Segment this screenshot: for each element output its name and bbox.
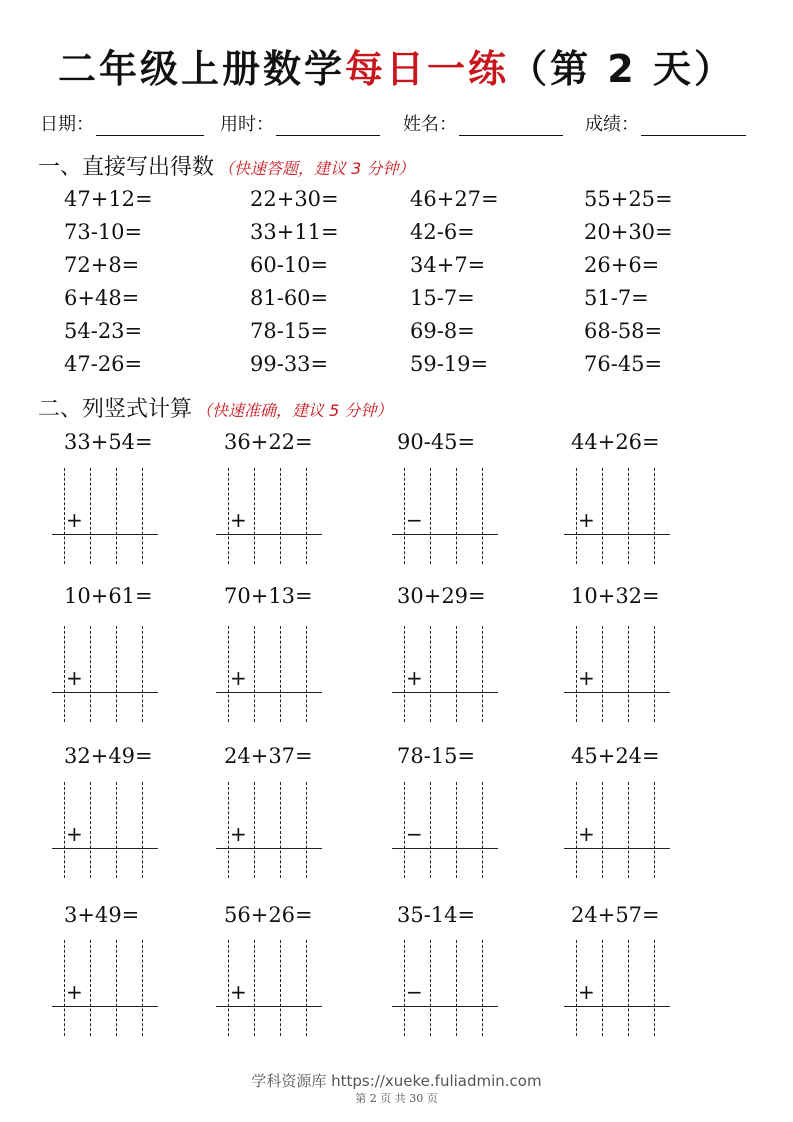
digit-column-guide [64,940,65,1036]
footer-page-number: 第 2 页 共 30 页 [355,1092,438,1105]
result-line [564,534,670,535]
digit-column-guide [654,468,655,564]
digit-column-guide [254,626,255,722]
name-label: 姓名： [403,114,457,135]
result-line [392,1006,498,1007]
vertical-calc-grid[interactable] [52,940,158,1036]
digit-column-guide [64,782,65,878]
digit-column-guide [116,782,117,878]
vertical-calc-grid[interactable] [392,940,498,1036]
operator-sign: + [230,980,247,1004]
digit-column-guide [142,782,143,878]
vertical-problem: 44+26= [571,430,660,454]
result-line [216,692,322,693]
digit-column-guide [306,468,307,564]
operator-sign: + [230,822,247,846]
oral-problem: 76-45= [584,352,663,376]
oral-problem: 15-7= [410,286,475,310]
digit-column-guide [116,468,117,564]
digit-column-guide [90,782,91,878]
digit-column-guide [430,940,431,1036]
vertical-calc-grid[interactable] [216,468,322,564]
result-line [392,534,498,535]
oral-problem: 22+30= [250,187,339,211]
operator-sign: + [66,980,83,1004]
section-1-title: 一、直接写出得数 [38,155,215,180]
date-blank[interactable] [96,115,204,136]
oral-problem: 20+30= [584,220,673,244]
score-blank[interactable] [641,115,746,136]
digit-column-guide [228,782,229,878]
operator-sign: + [230,508,247,532]
digit-column-guide [482,782,483,878]
vertical-problem: 24+57= [571,903,660,927]
oral-problem: 68-58= [584,319,663,343]
operator-sign: + [578,822,595,846]
operator-sign: + [230,666,247,690]
page-title [0,44,793,94]
digit-column-guide [654,782,655,878]
digit-column-guide [404,626,405,722]
oral-problem: 46+27= [410,187,499,211]
oral-problem: 69-8= [410,319,475,343]
result-line [392,848,498,849]
time-blank[interactable] [276,115,380,136]
result-line [52,692,158,693]
digit-column-guide [280,626,281,722]
digit-column-guide [306,626,307,722]
oral-problem: 26+6= [584,253,660,277]
digit-column-guide [576,468,577,564]
digit-column-guide [64,468,65,564]
vertical-calc-grid[interactable] [52,782,158,878]
vertical-problem: 45+24= [571,744,660,768]
digit-column-guide [456,940,457,1036]
vertical-problem: 3+49= [64,903,140,927]
digit-column-guide [602,626,603,722]
result-line [564,848,670,849]
oral-problem: 33+11= [250,220,339,244]
digit-column-guide [142,940,143,1036]
vertical-calc-grid[interactable] [564,940,670,1036]
vertical-calc-grid[interactable] [564,626,670,722]
digit-column-guide [654,940,655,1036]
vertical-problem: 30+29= [397,584,486,608]
oral-problem: 47+12= [64,187,153,211]
digit-column-guide [602,782,603,878]
result-line [52,534,158,535]
digit-column-guide [254,782,255,878]
digit-column-guide [228,940,229,1036]
digit-column-guide [254,940,255,1036]
result-line [392,692,498,693]
time-field[interactable] [220,110,380,136]
digit-column-guide [306,940,307,1036]
result-line [216,1006,322,1007]
oral-problem: 6+48= [64,286,140,310]
digit-column-guide [280,782,281,878]
digit-column-guide [482,468,483,564]
digit-column-guide [90,626,91,722]
oral-problem: 78-15= [250,319,329,343]
section-2-heading [38,392,392,423]
oral-problem: 54-23= [64,319,143,343]
operator-sign: + [66,666,83,690]
operator-sign: + [578,508,595,532]
vertical-problem: 10+61= [64,584,153,608]
digit-column-guide [430,782,431,878]
digit-column-guide [64,626,65,722]
section-2-title: 二、列竖式计算 [38,397,193,422]
digit-column-guide [654,626,655,722]
digit-column-guide [628,468,629,564]
oral-problem: 51-7= [584,286,649,310]
operator-sign: + [406,666,423,690]
digit-column-guide [306,782,307,878]
result-line [216,534,322,535]
vertical-calc-grid[interactable] [216,940,322,1036]
digit-column-guide [456,626,457,722]
digit-column-guide [430,468,431,564]
date-label: 日期： [40,114,94,135]
vertical-problem: 36+22= [224,430,313,454]
footer-site: 学科资源库 https://xueke.fuliadmin.com [251,1072,542,1090]
digit-column-guide [456,782,457,878]
digit-column-guide [280,940,281,1036]
operator-sign: − [406,822,423,846]
digit-column-guide [228,468,229,564]
vertical-calc-grid[interactable] [216,782,322,878]
vertical-problem: 90-45= [397,430,476,454]
vertical-calc-grid[interactable] [52,468,158,564]
digit-column-guide [404,468,405,564]
vertical-calc-grid[interactable] [52,626,158,722]
operator-sign: − [406,980,423,1004]
operator-sign: + [66,508,83,532]
vertical-calc-grid[interactable] [564,782,670,878]
oral-problem: 34+7= [410,253,486,277]
vertical-problem: 10+32= [571,584,660,608]
oral-problem: 72+8= [64,253,140,277]
digit-column-guide [628,782,629,878]
vertical-problem: 32+49= [64,744,153,768]
name-field[interactable] [403,110,563,136]
operator-sign: + [578,980,595,1004]
name-blank[interactable] [459,115,563,136]
digit-column-guide [116,626,117,722]
vertical-calc-grid[interactable] [216,626,322,722]
title-daily-practice: 每日一练 [345,47,510,91]
vertical-problem: 70+13= [224,584,313,608]
digit-column-guide [116,940,117,1036]
digit-column-guide [602,940,603,1036]
digit-column-guide [142,626,143,722]
digit-column-guide [142,468,143,564]
digit-column-guide [482,626,483,722]
score-label: 成绩： [585,114,639,135]
section-1-hint: （快速答题，建议 3 分钟） [218,159,415,178]
oral-problem: 42-6= [410,220,475,244]
digit-column-guide [90,940,91,1036]
result-line [52,1006,158,1007]
result-line [564,692,670,693]
vertical-problem: 78-15= [397,744,476,768]
digit-column-guide [576,782,577,878]
digit-column-guide [576,940,577,1036]
section-1-heading [38,150,414,181]
oral-problem: 47-26= [64,352,143,376]
time-label: 用时： [220,114,274,135]
digit-column-guide [576,626,577,722]
title-grade: 二年级上册数学 [58,47,346,91]
digit-column-guide [628,940,629,1036]
operator-sign: + [578,666,595,690]
oral-problem: 60-10= [250,253,329,277]
title-day: （第 2 天） [509,47,735,91]
oral-problem: 81-60= [250,286,329,310]
score-field[interactable] [585,110,746,136]
oral-problem: 55+25= [584,187,673,211]
vertical-problem: 33+54= [64,430,153,454]
operator-sign: + [66,822,83,846]
oral-problem: 59-19= [410,352,489,376]
digit-column-guide [404,782,405,878]
digit-column-guide [482,940,483,1036]
digit-column-guide [228,626,229,722]
digit-column-guide [90,468,91,564]
digit-column-guide [456,468,457,564]
vertical-calc-grid[interactable] [392,782,498,878]
vertical-problem: 56+26= [224,903,313,927]
vertical-calc-grid[interactable] [392,626,498,722]
digit-column-guide [430,626,431,722]
digit-column-guide [602,468,603,564]
vertical-calc-grid[interactable] [564,468,670,564]
section-2-hint: （快速准确，建议 5 分钟） [196,401,393,420]
operator-sign: − [406,508,423,532]
digit-column-guide [254,468,255,564]
digit-column-guide [404,940,405,1036]
digit-column-guide [628,626,629,722]
digit-column-guide [280,468,281,564]
vertical-problem: 35-14= [397,903,476,927]
oral-problem: 73-10= [64,220,143,244]
info-row [40,110,760,136]
result-line [52,848,158,849]
oral-problem: 99-33= [250,352,329,376]
result-line [564,1006,670,1007]
result-line [216,848,322,849]
vertical-calc-grid[interactable] [392,468,498,564]
date-field[interactable] [40,110,204,136]
vertical-problem: 24+37= [224,744,313,768]
